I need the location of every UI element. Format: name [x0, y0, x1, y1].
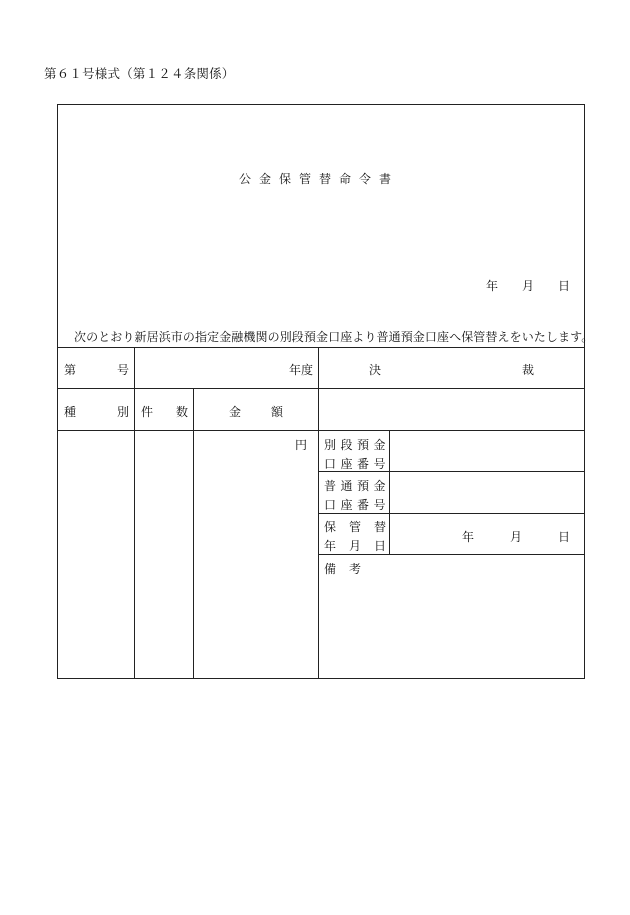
kind-header-1: 種 [64, 405, 77, 419]
col-divider-3 [318, 347, 319, 679]
col-divider-2 [193, 388, 194, 679]
row-divider-4 [318, 513, 585, 514]
top-date-year: 年 [486, 279, 499, 293]
form-frame [57, 104, 585, 679]
ordinary-account-label-2: 口座番号 [324, 498, 391, 512]
kind-header-2: 別 [117, 405, 130, 419]
row-divider-2 [57, 430, 585, 431]
special-account-label-1: 別段預金 [324, 438, 391, 452]
yen-unit: 円 [295, 438, 308, 452]
amount-header-2: 額 [271, 405, 284, 419]
top-date-day: 日 [558, 279, 571, 293]
document-title: 公金保管替命令書 [238, 172, 399, 186]
approval-label-1: 決 [369, 363, 382, 377]
transfer-date-month: 月 [510, 530, 523, 544]
remarks-label: 備考 [324, 562, 375, 576]
statement-text: 次のとおり新居浜市の指定金融機関の別段預金口座より普通預金口座へ保管替えをいたします。 [74, 330, 594, 344]
amount-header-1: 金 [229, 405, 242, 419]
number-suffix: 号 [117, 363, 130, 377]
ordinary-account-label-1: 普通預金 [324, 479, 391, 493]
transfer-date-day: 日 [558, 530, 571, 544]
count-header-2: 数 [176, 405, 189, 419]
transfer-date-label-1: 保管替 [324, 520, 400, 534]
form-number-label: 第６１号様式（第１２４条関係） [44, 66, 235, 81]
approval-label-2: 裁 [522, 363, 535, 377]
number-prefix: 第 [64, 363, 77, 377]
row-divider-1 [57, 388, 585, 389]
top-date-month: 月 [522, 279, 535, 293]
col-divider-1 [134, 347, 135, 679]
count-header-1: 件 [141, 405, 154, 419]
special-account-label-2: 口座番号 [324, 457, 391, 471]
row-divider-5 [318, 554, 585, 555]
transfer-date-year: 年 [462, 530, 475, 544]
fiscal-year-label: 年度 [289, 363, 314, 377]
transfer-date-label-2: 年月日 [324, 539, 400, 553]
table-top-border [57, 347, 585, 348]
